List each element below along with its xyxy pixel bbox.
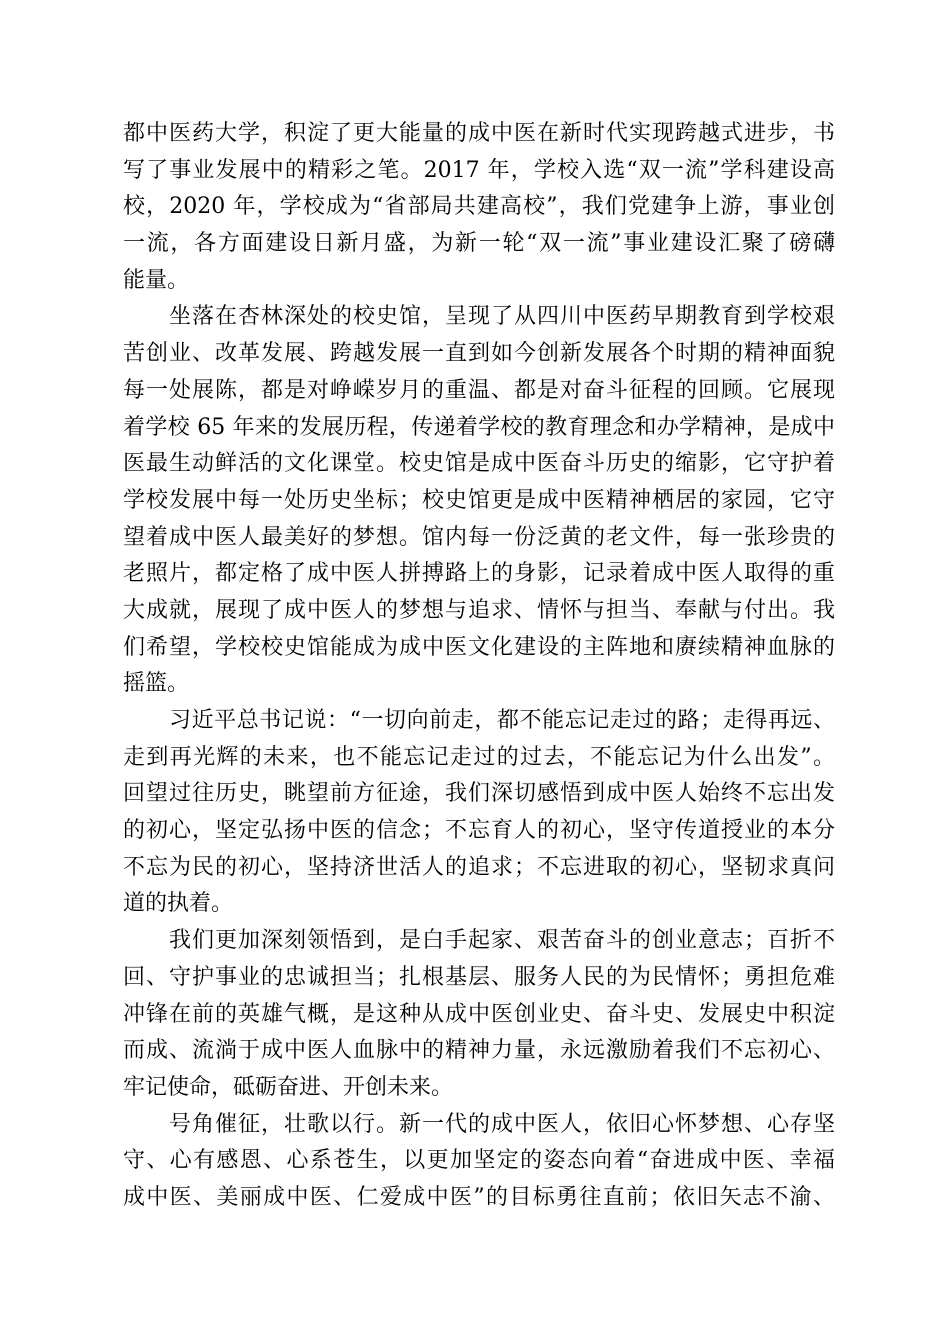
text-line: 老照片，都定格了成中医人拼搏路上的身影，记录着成中医人取得的重: [123, 561, 835, 587]
paragraph-4: [123, 923, 835, 1106]
text-line: 校，2020 年，学校成为“省部局共建高校”，我们党建争上游，事业创: [123, 194, 835, 220]
text-line: 回、守护事业的忠诚担当；扎根基层、服务人民的为民情怀；勇担危难: [123, 964, 835, 990]
text-line: 大成就，展现了成中医人的梦想与追求、情怀与担当、奉献与付出。我: [123, 597, 835, 623]
text-line: 坐落在杏林深处的校史馆，呈现了从四川中医药早期教育到学校艰: [169, 304, 835, 330]
text-line: 着学校 65 年来的发展历程，传递着学校的教育理念和办学精神，是成中: [123, 414, 835, 440]
text-line: 走到再光辉的未来，也不能忘记走过的过去，不能忘记为什么出发”。: [123, 744, 835, 770]
document-body: [123, 116, 835, 1217]
paragraph-1: [123, 116, 835, 299]
text-line: 摇篮。: [123, 671, 190, 697]
text-line: 回望过往历史，眺望前方征途，我们深切感悟到成中医人始终不忘出发: [123, 781, 835, 807]
text-line: 冲锋在前的英雄气概，是这种从成中医创业史、奋斗史、发展史中积淀: [123, 1001, 835, 1027]
text-line: 能量。: [123, 267, 190, 293]
paragraph-5: [123, 1107, 835, 1217]
text-line: 写了事业发展中的精彩之笔。2017 年，学校入选“双一流”学科建设高: [123, 157, 835, 183]
text-line: 牢记使命，砥砺奋进、开创未来。: [123, 1074, 454, 1100]
text-line: 习近平总书记说：“一切向前走，都不能忘记走过的路；走得再远、: [169, 708, 835, 733]
text-line: 一流，各方面建设日新月盛，为新一轮“双一流”事业建设汇聚了磅礴: [123, 231, 835, 257]
text-line: 不忘为民的初心，坚持济世活人的追求；不忘进取的初心，坚韧求真问: [123, 854, 835, 880]
text-line: 学校发展中每一处历史坐标；校史馆更是成中医精神栖居的家园，它守: [123, 487, 835, 513]
text-line: 而成、流淌于成中医人血脉中的精神力量，永远激励着我们不忘初心、: [123, 1038, 835, 1064]
paragraph-3: [123, 703, 835, 923]
text-line: 都中医药大学，积淀了更大能量的成中医在新时代实现跨越式进步，书: [123, 121, 835, 146]
text-line: 苦创业、改革发展、跨越发展一直到如今创新发展各个时期的精神面貌: [123, 341, 835, 367]
text-line: 守、心有感恩、心系苍生，以更加坚定的姿态向着“奋进成中医、幸福: [123, 1148, 835, 1174]
text-line: 医最生动鲜活的文化课堂。校史馆是成中医奋斗历史的缩影，它守护着: [123, 451, 835, 477]
text-line: 道的执着。: [123, 891, 234, 917]
text-line: 我们更加深刻领悟到，是白手起家、艰苦奋斗的创业意志；百折不: [169, 928, 835, 954]
text-line: 每一处展陈，都是对峥嵘岁月的重温、都是对奋斗征程的回顾。它展现: [123, 377, 835, 403]
text-line: 望着成中医人最美好的梦想。馆内每一份泛黄的老文件，每一张珍贵的: [123, 524, 835, 550]
text-line: 的初心，坚定弘扬中医的信念；不忘育人的初心，坚守传道授业的本分: [123, 818, 835, 844]
text-line: 号角催征，壮歌以行。新一代的成中医人，依旧心怀梦想、心存坚: [169, 1111, 835, 1137]
text-line: 成中医、美丽成中医、仁爱成中医”的目标勇往直前；依旧矢志不渝、: [123, 1184, 835, 1210]
paragraph-2: [123, 299, 835, 703]
text-line: 们希望，学校校史馆能成为成中医文化建设的主阵地和赓续精神血脉的: [123, 634, 835, 660]
